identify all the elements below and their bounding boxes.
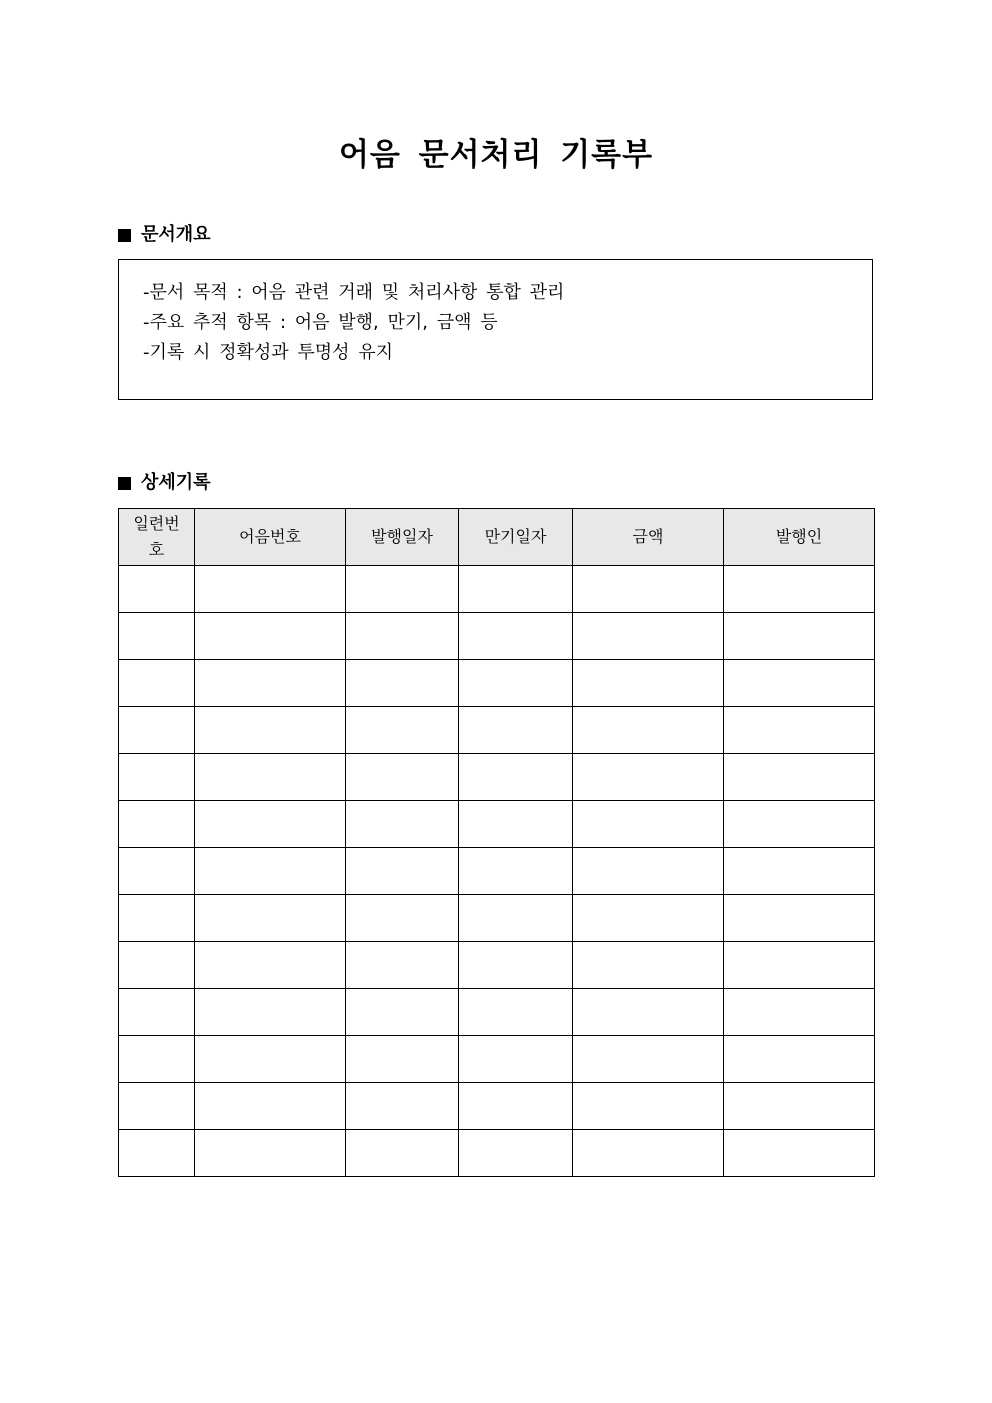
table-cell[interactable] [119,801,195,848]
table-cell[interactable] [346,989,459,1036]
table-cell[interactable] [459,895,573,942]
table-cell[interactable] [724,1130,875,1177]
table-cell[interactable] [195,613,346,660]
table-cell[interactable] [346,660,459,707]
table-cell[interactable] [724,848,875,895]
table-cell[interactable] [119,754,195,801]
table-cell[interactable] [724,989,875,1036]
table-cell[interactable] [573,942,724,989]
table-cell[interactable] [724,801,875,848]
table-cell[interactable] [195,895,346,942]
table-cell[interactable] [573,613,724,660]
square-bullet-icon [118,229,131,242]
table-cell[interactable] [195,660,346,707]
table-cell[interactable] [346,942,459,989]
record-table-body [119,566,875,1177]
table-cell[interactable] [195,1130,346,1177]
table-cell[interactable] [724,613,875,660]
details-heading [118,470,211,496]
table-cell[interactable] [724,707,875,754]
table-cell[interactable] [573,801,724,848]
column-header-note-number: 어음번호 [195,509,346,566]
table-cell[interactable] [573,989,724,1036]
table-cell[interactable] [724,660,875,707]
table-cell[interactable] [459,613,573,660]
table-row [119,754,875,801]
overview-line: -기록 시 정확성과 투명성 유지 [143,342,394,363]
table-cell[interactable] [459,1083,573,1130]
table-cell[interactable] [346,801,459,848]
table-cell[interactable] [119,895,195,942]
table-cell[interactable] [573,660,724,707]
table-cell[interactable] [195,566,346,613]
table-cell[interactable] [119,1130,195,1177]
details-heading-label: 상세기록 [141,472,211,493]
table-cell[interactable] [346,707,459,754]
table-header-row [119,509,875,566]
table-row [119,895,875,942]
table-cell[interactable] [459,1130,573,1177]
table-cell[interactable] [119,566,195,613]
table-row [119,1036,875,1083]
table-cell[interactable] [724,566,875,613]
table-cell[interactable] [119,848,195,895]
table-cell[interactable] [119,942,195,989]
table-cell[interactable] [573,1130,724,1177]
table-row [119,1130,875,1177]
table-cell[interactable] [346,848,459,895]
table-cell[interactable] [724,1036,875,1083]
column-header-serial-number: 일련번호 [119,509,195,566]
table-cell[interactable] [573,895,724,942]
column-header-issuer: 발행인 [724,509,875,566]
table-cell[interactable] [346,895,459,942]
table-cell[interactable] [346,566,459,613]
table-row [119,707,875,754]
table-cell[interactable] [459,660,573,707]
table-row [119,942,875,989]
table-cell[interactable] [346,1036,459,1083]
record-table [118,508,875,1177]
table-cell[interactable] [195,848,346,895]
table-cell[interactable] [119,613,195,660]
square-bullet-icon [118,477,131,490]
table-cell[interactable] [573,1083,724,1130]
overview-line: -문서 목적 : 어음 관련 거래 및 처리사항 통합 관리 [143,282,565,303]
table-cell[interactable] [459,754,573,801]
overview-heading-label: 문서개요 [141,224,211,245]
table-cell[interactable] [119,707,195,754]
table-cell[interactable] [459,848,573,895]
table-cell[interactable] [195,1036,346,1083]
table-cell[interactable] [346,613,459,660]
table-cell[interactable] [459,1036,573,1083]
table-row [119,660,875,707]
table-cell[interactable] [195,942,346,989]
table-cell[interactable] [459,566,573,613]
table-cell[interactable] [346,754,459,801]
table-cell[interactable] [195,754,346,801]
table-cell[interactable] [119,1036,195,1083]
table-row [119,989,875,1036]
table-row [119,848,875,895]
overview-line: -주요 추적 항목 : 어음 발행, 만기, 금액 등 [143,312,498,333]
table-cell[interactable] [119,1083,195,1130]
table-cell[interactable] [195,801,346,848]
table-row [119,566,875,613]
table-cell[interactable] [195,707,346,754]
table-cell[interactable] [573,754,724,801]
table-cell[interactable] [119,660,195,707]
table-cell[interactable] [724,895,875,942]
table-cell[interactable] [724,754,875,801]
table-cell[interactable] [724,942,875,989]
column-header-amount: 금액 [573,509,724,566]
column-header-issue-date: 발행일자 [346,509,459,566]
table-row [119,613,875,660]
table-cell[interactable] [459,801,573,848]
table-cell[interactable] [459,707,573,754]
table-cell[interactable] [724,1083,875,1130]
overview-heading [118,222,211,248]
table-cell[interactable] [195,1083,346,1130]
page-title: 어음 문서처리 기록부 [338,137,654,173]
table-cell[interactable] [459,989,573,1036]
table-cell[interactable] [459,942,573,989]
table-cell[interactable] [195,989,346,1036]
table-row [119,801,875,848]
table-cell[interactable] [346,1130,459,1177]
table-cell[interactable] [119,989,195,1036]
table-cell[interactable] [573,707,724,754]
table-cell[interactable] [346,1083,459,1130]
table-cell[interactable] [573,848,724,895]
table-row [119,1083,875,1130]
overview-box [118,259,873,400]
table-cell[interactable] [573,566,724,613]
table-cell[interactable] [573,1036,724,1083]
column-header-maturity-date: 만기일자 [459,509,573,566]
